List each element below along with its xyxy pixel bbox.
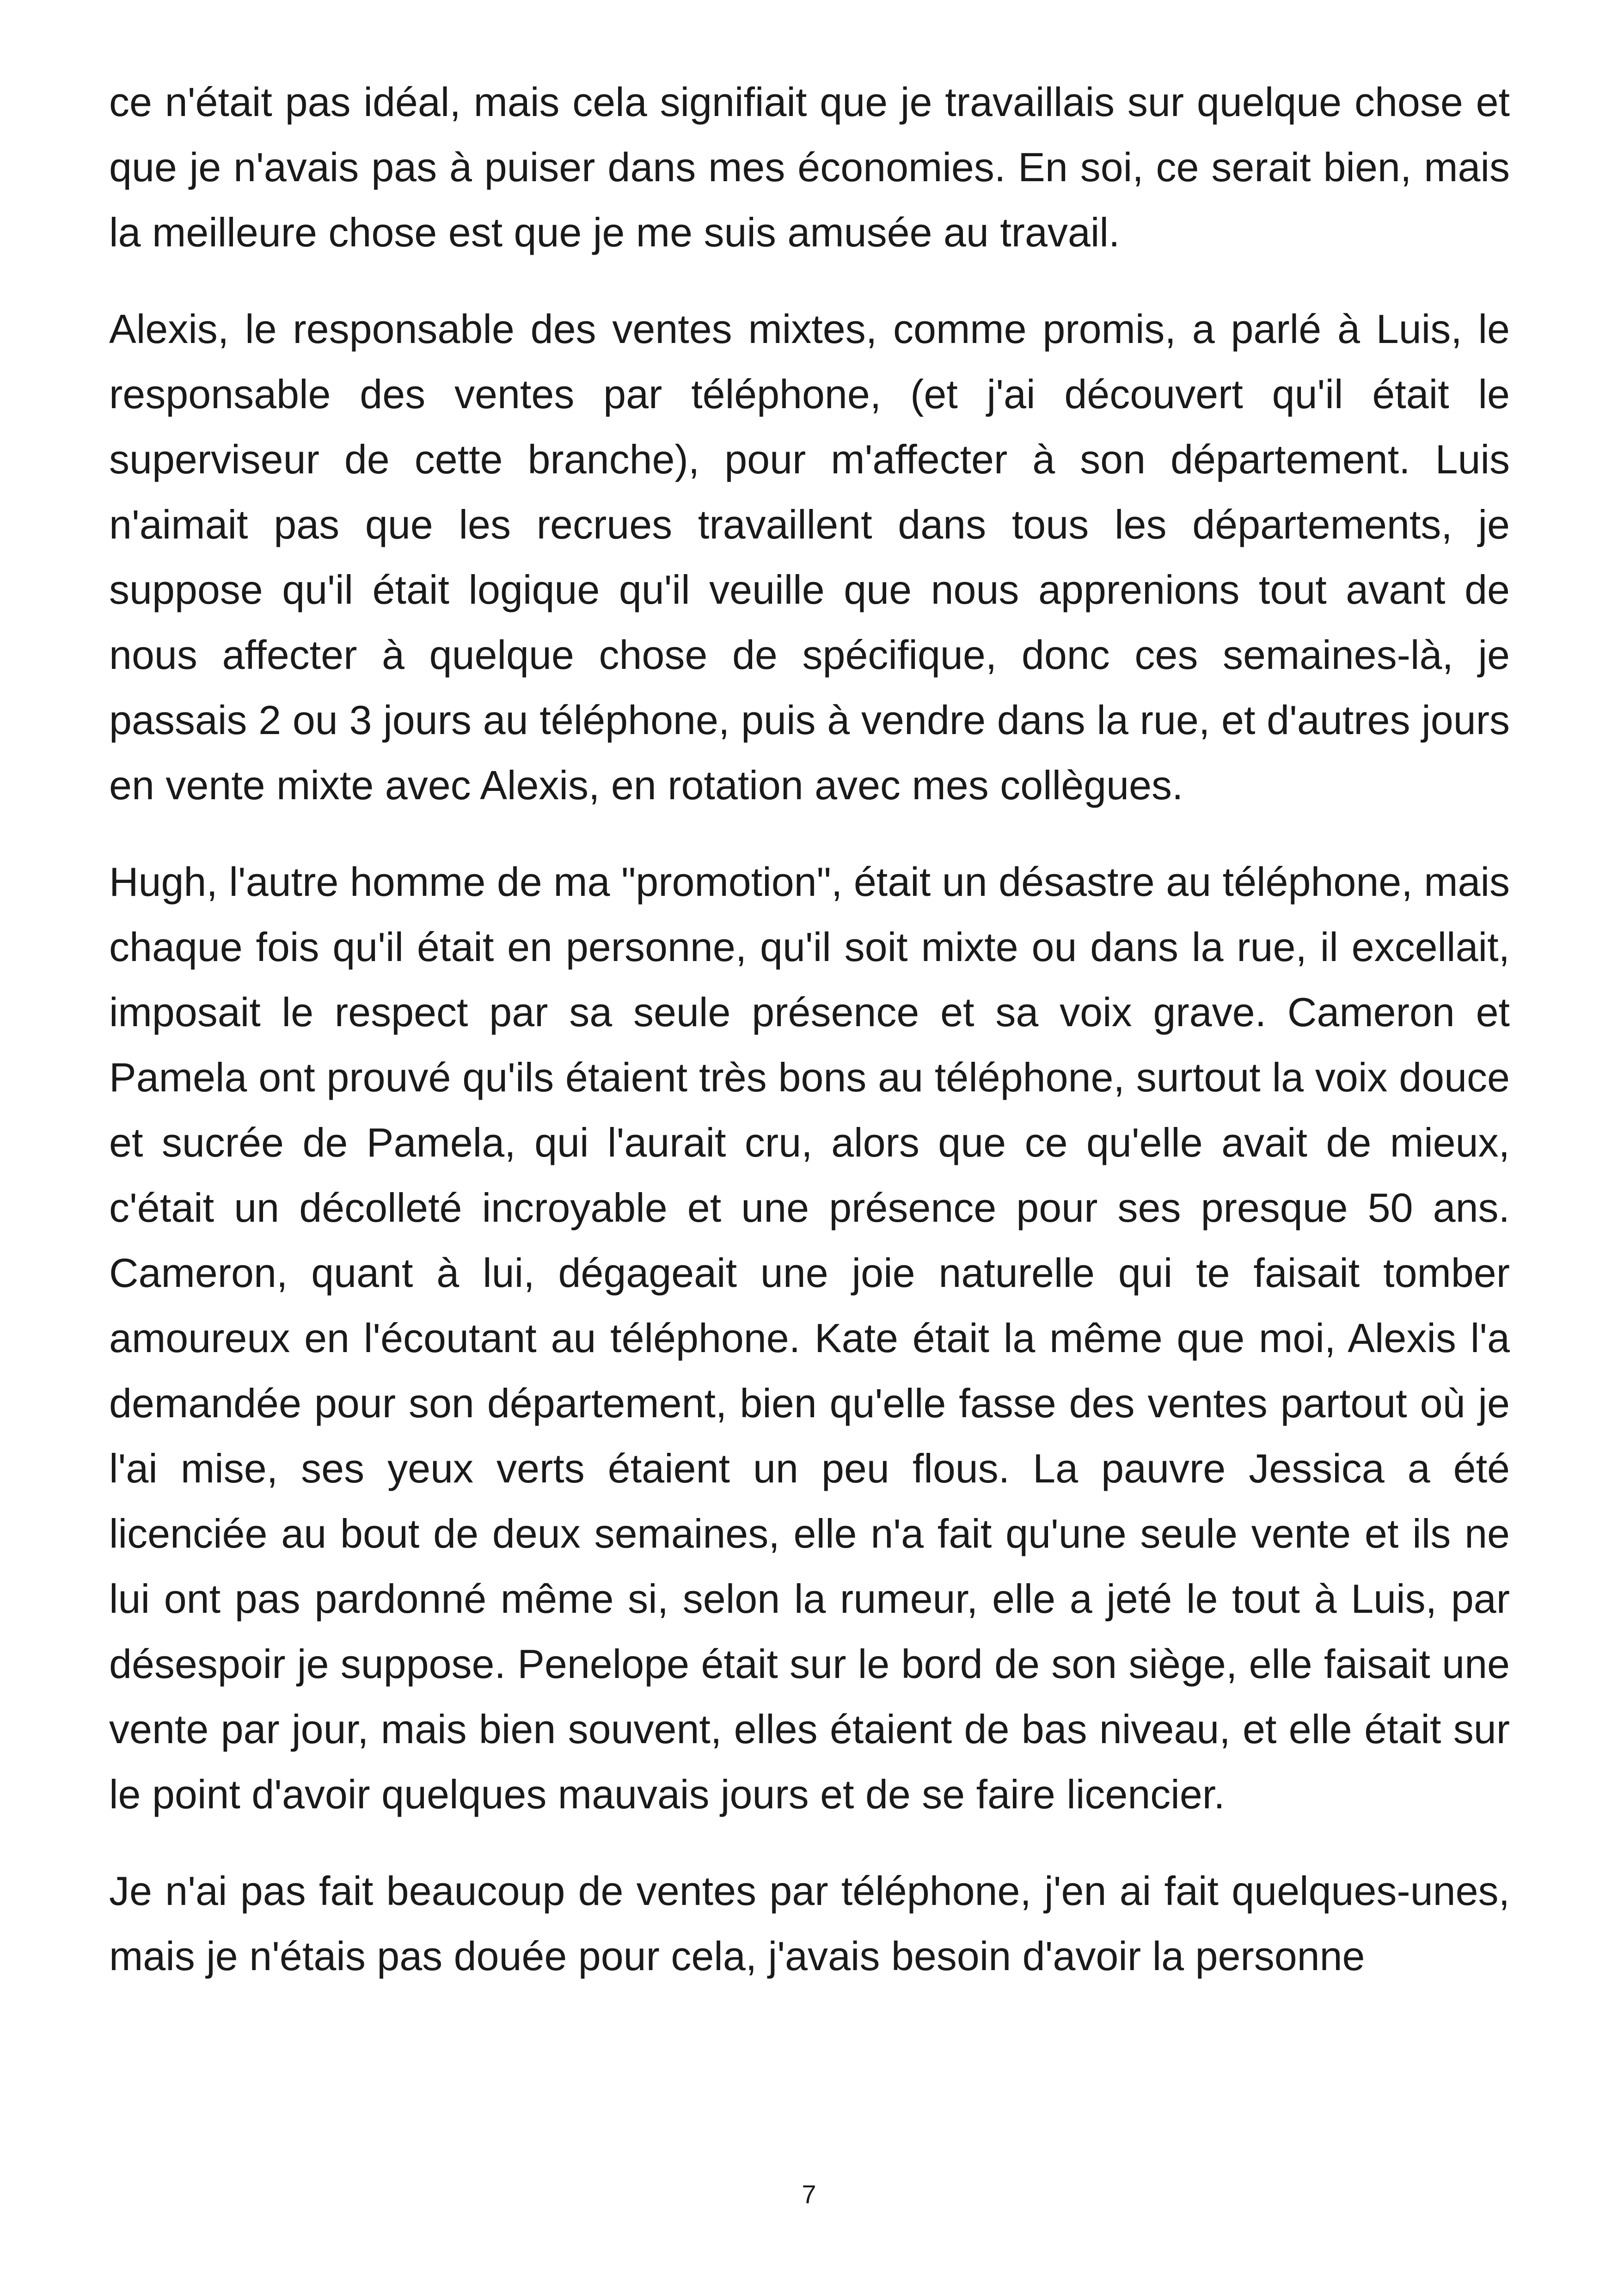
body-text (109, 69, 1510, 2020)
page-number: 7 (802, 2180, 816, 2209)
paragraph-4: Je n'ai pas fait beaucoup de ventes par téléphone, j'en ai fait quelques-unes, mais je n'étais pas douée pour cela, j'avais besoin d'avoir la personne (109, 1868, 1510, 1979)
paragraph-3: Hugh, l'autre homme de ma "promotion", était un désastre au téléphone, mais chaque fois qu'il était en personne, qu'il soit mixte ou dans la rue, il excellait, imposait le respect par sa seule présence et sa voix grave. Cameron et Pamela ont prouvé qu'ils étaient très bons au téléphone, surtout la voix douce et sucrée de Pamela, qui l'aurait cru, alors que ce qu'elle avait de mieux, c'était un décolleté incroyable et une présence pour ses presque 50 ans. Cameron, quant à lui, dégageait une joie naturelle qui te faisait tomber amoureux en l'écoutant au téléphone. Kate était la même que moi, Alexis l'a demandée pour son département, bien qu'elle fasse des ventes partout où je l'ai mise, ses yeux verts étaient un peu flous. La pauvre Jessica a été licenciée au bout de deux semaines, elle n'a fait qu'une seule vente et ils ne lui ont pas pardonné même si, selon la rumeur, elle a jeté le tout à Luis, par désespoir je suppose. Penelope était sur le bord de son siège, elle faisait une vente par jour, mais bien souvent, elles étaient de bas niveau, et elle était sur le point d'avoir quelques mauvais jours et de se faire licencier. (109, 859, 1510, 1817)
paragraph-2: Alexis, le responsable des ventes mixtes, comme promis, a parlé à Luis, le responsable des ventes par téléphone, (et j'ai découvert qu'il était le superviseur de cette branche), pour m'affecter à son département. Luis n'aimait pas que les recrues travaillent dans tous les départements, je suppose qu'il était logique qu'il veuille que nous apprenions tout avant de nous affecter à quelque chose de spécifique, donc ces semaines-là, je passais 2 ou 3 jours au téléphone, puis à vendre dans la rue, et d'autres jours en vente mixte avec Alexis, en rotation avec mes collègues. (109, 306, 1510, 808)
paragraph-1: ce n'était pas idéal, mais cela signifiait que je travaillais sur quelque chose et que je n'avais pas à puiser dans mes économies. En soi, ce serait bien, mais la meilleure chose est que je me suis amusée au travail. (109, 79, 1510, 255)
